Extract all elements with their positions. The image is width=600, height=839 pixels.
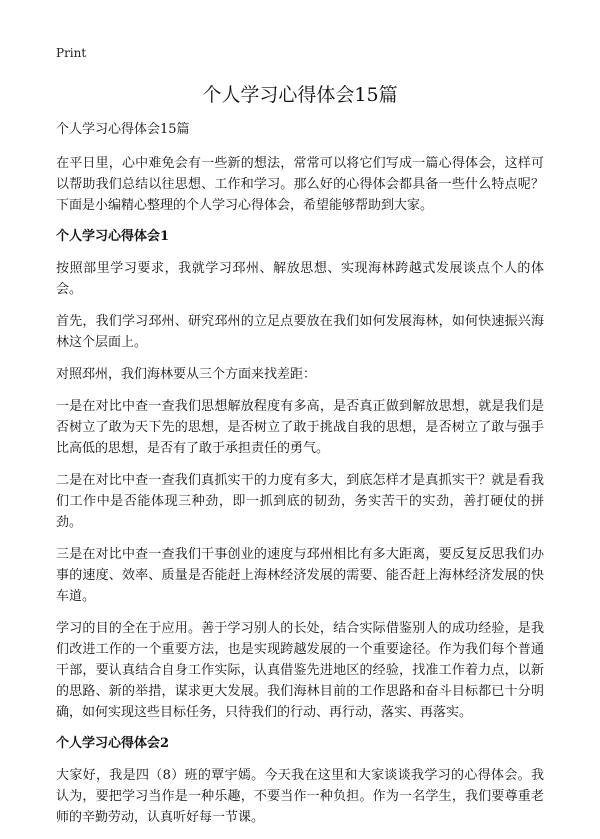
print-link[interactable]: Print [56,46,87,60]
section-heading-2: 个人学习心得体会2 [56,736,170,751]
page-title: 个人学习心得体会15篇 [202,84,398,106]
section-1-paragraph: 学习的目的全在于应用。善于学习别人的长处，结合实际借鉴别人的成功经验，是我们改进工作的一个重要方法，也是实现跨越发展的一个重要途径。作为我们每个普通干部，要认真结合自身工作实际，认真借鉴先进地区的经验，找准工作着力点，以新的思路、新的举措，谋求更大发展。我们海林目前的工作思路和奋斗目标都已十分明确，如何实现这些目标任务，只待我们的行动、再行动，落实、再落实。 [56,621,544,720]
section-2-paragraph: 大家好，我是四（8）班的覃宇嫣。今天我在这里和大家谈谈我学习的心得体会。我认为，要把学习当作是一种乐趣，不要当作一种负担。作为一名学生，我们要尊重老师的辛勤劳动，认真听好每一节课。 [56,768,544,825]
article-body [56,120,544,839]
section-1-paragraph: 对照邳州，我们海林要从三个方面来找差距： [56,367,317,382]
section-1-paragraph: 一是在对比中查一查我们思想解放程度有多高，是否真正做到解放思想，就是我们是否树立了敢为天下先的思想，是否树立了敢于挑战自我的思想，是否树立了敢与强手比高低的思想，是否有了敢于承担责任的勇气。 [56,399,544,456]
section-1-paragraph: 三是在对比中查一查我们干事创业的速度与邳州相比有多大距离，要反复反思我们办事的速度、效率、质量是否能赶上海林经济发展的需要、能否赶上海林经济发展的快车道。 [56,547,544,604]
article-subtitle: 个人学习心得体会15篇 [56,122,190,137]
section-1-paragraph: 首先，我们学习邳州、研究邳州的立足点要放在我们如何发展海林，如何快速振兴海林这个层面上。 [56,314,544,350]
section-1-paragraph: 按照部里学习要求，我就学习邳州、解放思想、实现海林跨越式发展谈点个人的体会。 [56,261,544,297]
section-1-paragraph: 二是在对比中查一查我们真抓实干的力度有多大，到底怎样才是真抓实干？就是看我们工作中是否能体现三种劲，即一抓到底的韧劲，务实苦干的实劲，善打硬仗的拼劲。 [56,473,544,530]
section-heading-1: 个人学习心得体会1 [56,229,170,244]
intro-paragraph: 在平日里，心中难免会有一些新的想法，常常可以将它们写成一篇心得体会，这样可以帮助我们总结以往思想、工作和学习。那么好的心得体会都具备一些什么特点呢？下面是小编精心整理的个人学习心得体会，希望能够帮助到大家。 [56,156,544,213]
